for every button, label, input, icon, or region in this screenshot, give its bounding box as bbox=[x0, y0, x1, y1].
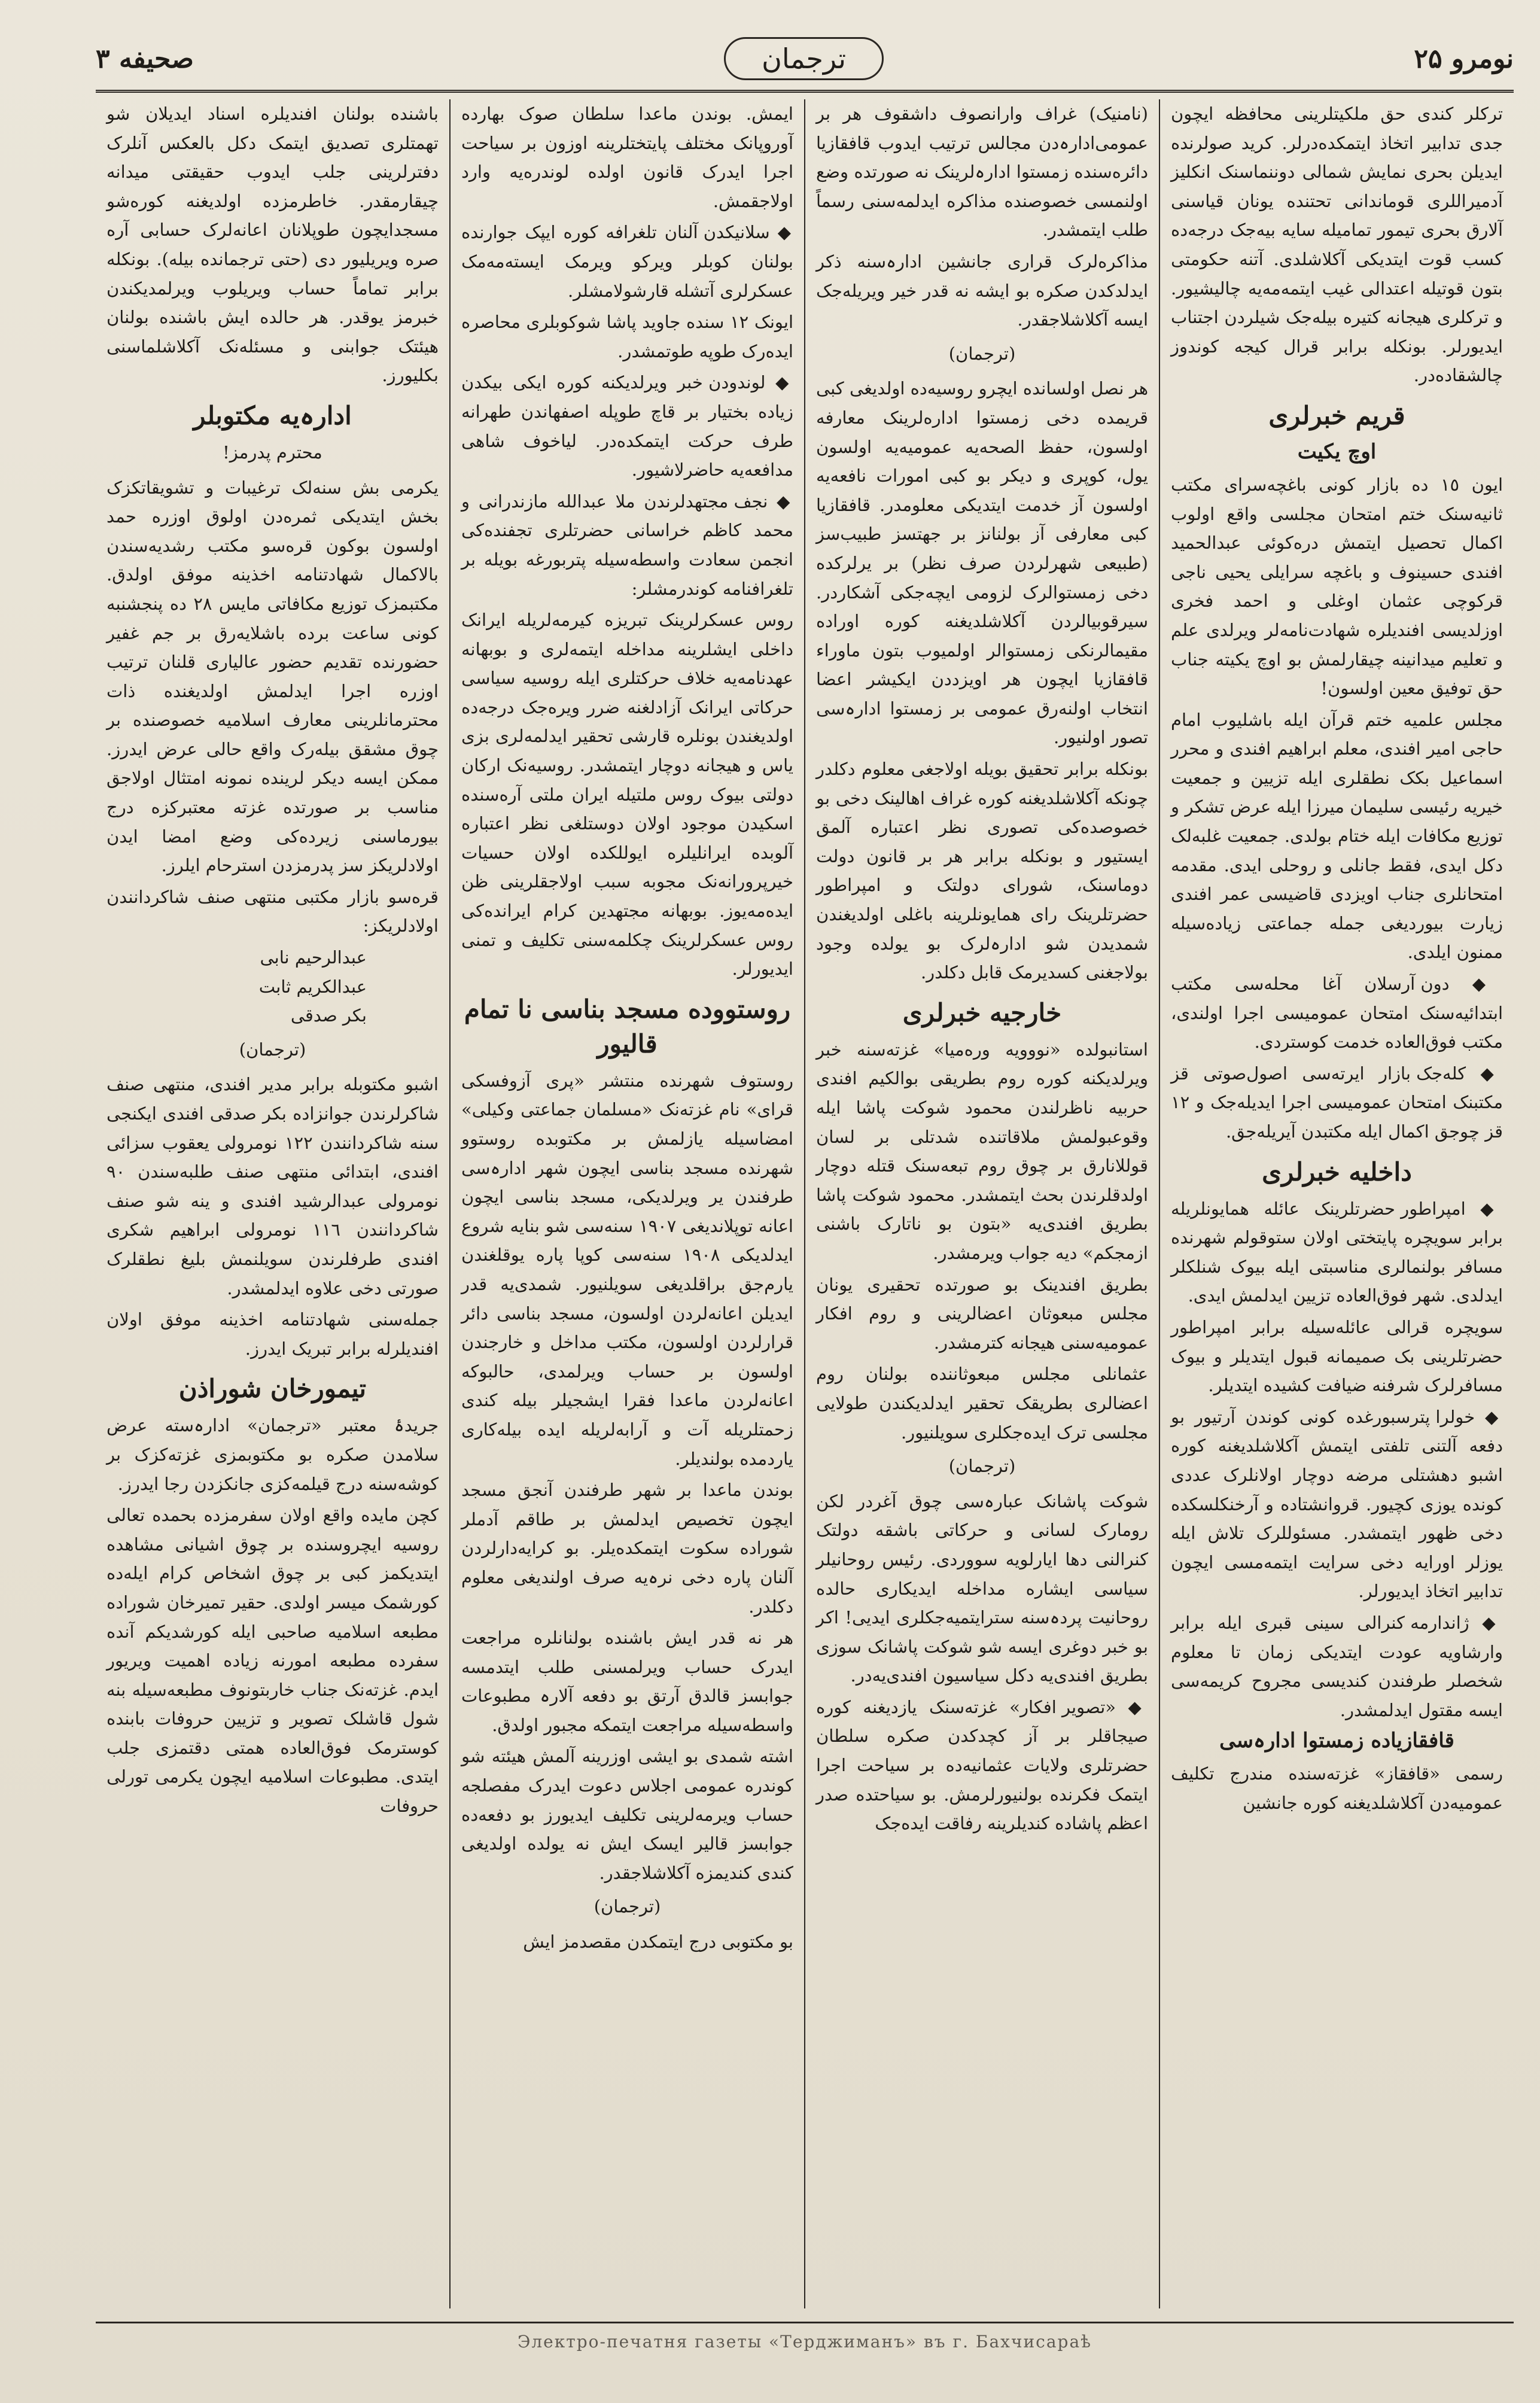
page-header bbox=[96, 29, 1514, 89]
column-4 bbox=[96, 99, 449, 2308]
article-paragraph: اشبو مکتوبله برابر مدیر افندی، منتهی صنف شاکرلرندن جوانزاده بکر صدقی افندی ایکنجی سنه شاکردانندن ١٢٢ نومرولی یعقوب سزائی افندی، ابتدائی منتهی صنف طلبه‌سندن ٩٠ نومرولی عبدالرشید افندی و ینه شو صنف شاکردانندن ١١٦ نومرولی ابراهیم شکری افندی طرفلرندن سویلنمش بلیغ نطقلرک صورتی دخی علاوه ایدلمشدر. bbox=[106, 1074, 439, 1298]
article-paragraph: رسمی «قافقاز» غزته‌سنده مندرج تکلیف عمومیه‌دن آکلاشلدیغنه کوره جانشین bbox=[1171, 1763, 1503, 1813]
article-paragraph: جریدۂ معتبر «ترجمان» ادارہ‌سته عرض سلامدن صکره بو مکتوبمزی غزته‌کزک بر کوشه‌سنه درج قیلمه‌کزی جانکزدن رجا ایدرز. bbox=[106, 1415, 439, 1494]
news-item: ◆ کله‌جک بازار ایرته‌سی اصول‌صوتی قز مکتبنک امتحان عمومیسی اجرا ایدیله‌جک و ١٢ قز چوجق اکمال ایله مکتبدن آیریله‌جق. bbox=[1171, 1059, 1503, 1146]
article-paragraph: قرەسو بازار مکتبی منتهی صنف شاکردانندن اولادلریکز: bbox=[106, 886, 439, 936]
article-paragraph: بطریق افندینک بو صورتده تحقیری یونان مجلس مبعوثان اعضالرینی و روم افکار عمومیه‌سنی هیجانه کترمشدر. bbox=[816, 1274, 1148, 1353]
section-heading: تیمورخان شوراذن bbox=[178, 1374, 367, 1404]
column-1 bbox=[1159, 99, 1514, 2308]
signature: (ترجمان) bbox=[594, 1896, 661, 1917]
section-heading: داخلیه خبرلری bbox=[1262, 1157, 1412, 1187]
signature: (ترجمان) bbox=[239, 1039, 306, 1060]
article-paragraph: ایون ١٥ ده بازار کونی باغچه‌سرای مکتب ثانیه‌سنک ختم امتحان مجلسی واقع اولوب اکمال تحصیل ایتمش دره‌کوئی عبدالحمید افندی حسینوف و باغچه سرایلی یحیی ناجی قرکوچی عثمان اوغلی و احمد فخری اوزلدیسی افندیلره شهادت‌نامه‌لر ویرلدی علم و تعلیم میدانینه چیقارلمش بو اوچ یکیته جناب حق توفیق معین اولسون! bbox=[1171, 474, 1504, 699]
article-paragraph: سویچره قرالی عائله‌سیله برابر امپراطور حضرتلرینی بک صمیمانه قبول ایتدیلر و بیوک مسافرلرک شرفنه ضیافت کشیده ایتدیلر. bbox=[1171, 1316, 1503, 1396]
signature: (ترجمان) bbox=[948, 1456, 1016, 1477]
article-paragraph: مجلس علمیه ختم قرآن ایله باشلیوب امام حاجی امیر افندی، معلم ابراهیم افندی و محرر اسماعیل بکک نطقلری ایله تزیین و جمعیت خیریه رئیسی سلیمان میرزا ایله عرض تشکر و توزیع مکافات ایله ختام بولدی. جمعیت غلبه‌لک دکل ایدی، فقط جانلی و روحلی ایدی. مقدمه امتحانلری جناب اویزدی قاضیسی عمر افندی زیارت بیوردیغی جمله جماعتی زیاده‌سیله ممنون ایلدی. bbox=[1171, 709, 1503, 963]
article-paragraph: شوکت پاشانک عبارہ‌سی چوق آغردر لکن رومارک لسانی و حرکاتی باشقه دولتک کنرالنی دها ایارلویه سووردی. رئیس روحانیلر سیاسی ایشاره مداخله ایدیکاری حالده روحانیت پردہ‌سنه سترایتمیه‌جکلری ایدیی! اکر بو خبر دوغری ایسه شو شوکت پاشانک سوزی بطریق افندی‌یه دکل سیاسیون افندی‌یه‌در. bbox=[816, 1491, 1148, 1686]
article-paragraph: باشنده بولنان افندیلره اسناد ایدیلان شو تهمتلری تصدیق ایتمک دکل بالعکس آنلرک دفترلرینی جلب ایدوب حقیقتی میدانه چیقارمقدر. خاطرمزده اولدیغنه کوره‌شو مسجدایچون طوپلانان اعانه‌لرک حسابی آره صره ویریلیور دی (حتی ترجمانده بیله). بونکله برابر تماماً حساب ویریلوب ویرلمدیکندن خبرمز یوقدر. هر حالده ایش باشنده بولنان هیئتک جوابنی و مسئله‌نک آکلاشلماسنی بکلیورز. bbox=[106, 104, 439, 386]
news-item: ◆ لوندودن خبر ویرلدیکنه کوره ایکی بیکدن زیاده بختیار بر قاچ طوپله اصفهاندن طهرانه طرف حرکت ایتمکده‌در. لیاخوف شاهی مدافعه‌یه حاضرلاشیور. bbox=[461, 368, 793, 484]
section-heading: ادارہ‌یه مکتوبلر bbox=[193, 400, 352, 430]
page-number: صحیفه ٣ bbox=[96, 43, 194, 74]
article-paragraph: ایونک ١٢ سنده جاوید پاشا شوکوبلری محاصره ایده‌رک طوپه طوتمشدر. bbox=[461, 312, 794, 361]
article-paragraph: یکرمی بش سنه‌لک ترغیبات و تشویقاتکزک بخش ایتدیکی ثمره‌دن اولوق اوزره حمد اولسون بوکون قرەسو مکتب رشدیه‌سندن بالاکمال شهادتنامه اخذینه موفق اولدق. مکتبمزک توزیع مکافاتی مایس ٢٨ ده پنجشنبه کونی ساعت برده باشلایه‌رق بر جم غفیر حضورنده تقدیم حضور عالیاری قلنان ترتیب اوزره اجرا ایدلمش اولدیغنده ذات محترمانلرینی معارف اسلامیه خصوصنده بر چوق مشقق بیله‌رک واقع حالی عرض ایدرز. ممکن ایسه دیکر لرینده نمونه امتثال اولاجق مناسب بر صورتده غزته معتبرکزه درج بیورماسنی زیرده‌کی وضع امضا ایدن اولادلریکز سز پدرمزدن استرحام ایلرز. bbox=[106, 477, 439, 876]
article-paragraph: ایمش. بوندن ماعدا سلطان صوک بهارده آوروپانک مختلف پایتختلرینه اوزون بر سیاحت اجرا ایدرک قانون اولده لوندره‌یه وارد اولاجقمش. bbox=[461, 104, 793, 211]
header-rule bbox=[96, 90, 1514, 93]
signature: (ترجمان) bbox=[948, 343, 1016, 364]
article-paragraph: بو مکتوبی درج ایتمکدن مقصدمز ایش bbox=[523, 1931, 793, 1952]
section-heading: خارجیه خبرلری bbox=[902, 997, 1062, 1027]
article-paragraph: اشته شمدی بو ایشی اوزرینه آلمش هیئته شو کوندره عمومی اجلاس دعوت ایدرک مفصلجه حساب ویرمه‌لرینی تکلیف ایدیورز بو دفعه‌ده جوابسز قالیر ایسک ایش نه یولده اولدیغی کندی کندیمزه آکلاشلاجقدر. bbox=[461, 1746, 793, 1883]
article-paragraph: کچن مایده واقع اولان سفرمزده بحمده تعالی روسیه ایچروسنده بر چوق اشیانی مشاهده ایتدیکمز کبی بر چوق اشخاص کرام ایله‌ده کورشمک میسر اولدی. حقیر تمیرخان شوراده مطبعه اسلامیه صاحبی ایله کورشدیکم آنده سفرده مطبعه امورنه زیاده اهمیت ویریور ایدم. غزته‌نک جناب خاربتونوف مطبعه‌سیله بنه شول قاشلک تصویر و تزیین حروفات بابنده کوسترمک فوق‌العاده همتی دقتمزی جلب ایتدی. مطبوعات اسلامیه ایچون یکرمی تورلی حروفات bbox=[106, 1505, 439, 1817]
news-item: ◆ «تصویر افکار» غزته‌سنک یازدیغنه کوره صیجاقلر بر آز کچدکدن صکره سلطان حضرتلری ولایات عثمانیه‌ده بر سیاحت اجرا ایتمک فکرنده بولنیورلرمش. بو سیاحتده صدر اعظم پاشاده کندیلرینه رفاقت ایده‌جک bbox=[816, 1693, 1148, 1838]
signatory-name: عبدالرحیم نابی bbox=[260, 947, 367, 968]
article-paragraph: ترکلر کندی حق ملکیتلرینی محافظه ایچون جدی تدابیر اتخاذ ایتمکده‌درلر. کرید صولرنده ایدیلن بحری نمایش شمالی دوننما‌سنک انکلیز آدمیراللری قوماندانی تحتنده یونان قیاسنی آلا‌رق بحری تیمور تمامیله سایه‌ بیه‌جک درجه‌ده کسب قوت ایتدیکی آکلاشلدی. آتنه حکومتی بتون قوتیله اعتدالی غیب ایتمه‌مه‌یه چالیشیور. و ترکلری هیجانه کتیره بیله‌جک شیلردن اجتناب ایدیورلر. بونکله برابر قرال کیجه کوندوز چالشقاده‌در. bbox=[1171, 104, 1503, 386]
issue-number: نومرو ۲۵ bbox=[1414, 43, 1514, 74]
article-paragraph: هر نه قدر ایش باشنده بولنانلره مراجعت ایدرک حساب ویرلمسنی طلب ایتدمسه جوابسز قالدق آرتق بو دفعه آلارہ مطبوعات واسطه‌سیله مراجعت ایتمکه مجبور اولدق. bbox=[461, 1628, 793, 1735]
article-paragraph: روس عسکرلرینک تبریزه کیرمه‌لریله ایرانک داخلی ایشلرینه مداخله ایتمه‌لری و بوبهانه عهدنامه‌یه خلاف حرکتلری ایله روسیه سیاسی حرکاتی ایرانک آزادلغنه ضرر ویره‌جک درجه‌ده اولدیغندن بونلره قارشی تحقیر ایدلمه‌لری بزی یاس و هیجانه دوچار ایتمشدر. روسیه‌نک ارکان دولتی بیوک روس ملتیله ایران ملتی آره‌سنده اسکیدن موجود اولان دوستلغی نظر اعتباره آلوبده ایرانلیلره ایوللکده اولان حسیات خیرپرورانه‌نک مجوبه سبب اولاجقلرینی ظن ایده‌مه‌یوز. بوبهانه مجتهدین کرام ایرانده‌کی روس عسکرلرینک چکلمه‌سنی تکلیف و تمنی ایدیورلر. bbox=[461, 610, 793, 980]
subheading: اوچ یکیت bbox=[1297, 439, 1377, 464]
article-paragraph: استانبولده «نووویه وره‌میا» غزته‌سنه خبر ویرلدیکنه کوره روم بطریقی بوالکیم افندی حربیه ناظرلندن محمود شوکت پاشا ایله وقوعبولمش ملاقاتنده شدتلی بر لسان قوللانارق بر چوق روم تبعه‌سنک قتله دوچار اولدقلرندن بحث ایتمشدر. محمود شوکت پاشا بطریق افندی‌یه «بتون بو ناتارک باشنی ازمجکم» دیه جواب ویرمشدر. bbox=[816, 1039, 1148, 1263]
signatory-name: بکر صدقی bbox=[290, 1005, 367, 1026]
subheading: قافقازیاده زمستوا ادارہ‌سی bbox=[1219, 1729, 1454, 1753]
printer-imprint: Электро-печатня газеты «Терджиманъ» въ г. Бахчисараѣ bbox=[96, 2322, 1514, 2359]
article-paragraph: بونکله برابر تحقیق بویله اولاجغی معلوم دکلدر چونکه آکلاشلدیغنه کوره غراف اهالینک دخی بو خصوصده‌کی تصوری نظر اعتباره آلمق ایستیور و بونکله برابر هر بر قانون دولت دوماسنک، شورای دولتک و امپراطور حضرتلرینک رای همایونلرینه باغلی اولدیغندن شمدیدن شو ادارہ‌لرک بو یولده وجود بولاجغنی کسدیرمک قابل دکلدر. bbox=[816, 759, 1148, 983]
news-item: ◆ خولرا پترسبورغده کونی کوندن آرتیور بو دفعه آلتنی تلفتی ایتمش آکلاشلدیغنه کوره اشبو دهشتلی مرضه دوچار اولانلرک عددی کونده یوزی کچیور. قروانشتاده و آرخنکلسکده دخی ظهور ایتمشدر. مسئوللرک تلاش ایله یوزلر اورایه دخی سرایت ایتمه‌مسی ایچون تدابیر اتخاذ ایدیورلر. bbox=[1171, 1403, 1503, 1606]
section-heading: قریم خبرلری bbox=[1268, 400, 1405, 430]
news-item: ◆ سلانیکدن آلنان تلغرافه کوره ایپک جوارنده بولنان کوبلر ویرکو ویرمک ایسته‌مه‌مک عسکرلری آتشله قارشولامشلر. bbox=[461, 218, 793, 305]
news-item: ◆ دون آرسلان آغا محله‌سی مکتب ابتدائیه‌سنک امتحان عمومیسی اجرا اولندی، مکتب فوق‌العاده خدمت کوستردی. bbox=[1171, 969, 1503, 1057]
signatory-name: عبدالکریم ثابت bbox=[258, 976, 367, 997]
article-paragraph: (نامنیک) غراف وارانصوف داشقوف هر بر عمومی‌ادارہ‌دن مجالس ترتیب ایدوب قافقازیا دائره‌سنده زمستوا ادارہ‌لرینک نه صورتده وضع اولنمسی خصوصنده مذاکره ایدلمه‌سنی رسماً طلب ایتمشدر. bbox=[816, 104, 1148, 241]
article-paragraph: روستوف شهرنده منتشر «پری آزوفسکی قرای» نام غزته‌نک «مسلمان جماعتی وکیلی» امضاسیله یازلمش بر مکتوبده روستوو شهرنده مسجد بناسی ایچون شهر ادارہ‌سی طرفندن یر ویرلدیکی، مسجد بناسی ایچون اعانه توپلاندیغی ١٩٠٧ سنه‌سی شو بنایه شروع ایدلدیکی ١٩٠٨ سنه‌سی کوپا پاره یوقلغندن یارم‌جق براقلدیغی سویلنیور. شمدی‌یه قدر ایدیلن اعانه‌لردن اولسون، مسجد بناسی دائر قرارلردن اولسون، مکتب مداخل و خارجندن اولسون بر حساب ویرلمدی، حالبوکه اعانه‌لردن ماعدا فقرا ایشجیلر بیله کندی زحمتلریله آت و آرابه‌لریله ایده بیله‌کاری یاردمده بولندیلر. bbox=[461, 1070, 793, 1469]
article-paragraph: هر نصل اولسانده ایچرو روسیه‌ده اولدیغی کبی قریمده دخی زمستوا اداره‌لرینک معارفه اولسون، حفظ الصحه‌یه عمومیه‌یه اولسون یول، کوپری و دیکر بو کبی امورات نافعه‌یه اولسون آز خدمت ایتدیکی معلومدر. قافقازیا کبی معارفی آز بولنانز بر جهتسز طبیب‌سز (طبیعی شهرلردن صرف نظر) بر یرلرکده دخی زمستوا‌لرک لزومی ایچه‌جکی آشکاردر. سیرقوبیا‌لردن آکلاشلدیغنه کوره اوراده مقیمالرنکی زمستوالر اولمیوب بتون ماوراء قافقازیا ایچون هر اویزددن ایکیشر اعضا انتخاب اولنه‌رق عمومی بر زمستوا ادارہ‌سی تصور اولنیور. bbox=[816, 378, 1148, 748]
article-paragraph: عثمانلی مجلس مبعوثاننده بولنان روم اعضالری بطریقک تحقیر ایدلدیکندن طولایی مجلسی ترک ایده‌جکلری سویلنیور. bbox=[816, 1364, 1148, 1443]
column-3 bbox=[449, 99, 804, 2308]
salutation: محترم پدرمز! bbox=[223, 442, 322, 463]
news-item: ◆ نجف مجتهدلرندن ملا عبدالله مازندرانی و محمد کاظم خراسانی حضرتلری تجفنده‌کی انجمن سعادت واسطه‌سیله پتربورغه بویله بر تلغرافنامه کوندرمشلر: bbox=[461, 487, 793, 603]
column-2 bbox=[804, 99, 1159, 2308]
section-heading: روستووده مسجد بناسی نا تمام قالیور bbox=[464, 994, 791, 1058]
article-paragraph: بوندن ماعدا بر شهر طرفندن آنجق مسجد ایچون تخصیص ایدلمش بر طاقم آدملر شوراده سکوت ایتمکده‌یلر. بو کرایه‌دارلردن آلنان پاره دخی نرہ‌یه صرف اولندیغی معلوم دکلدر. bbox=[461, 1480, 793, 1617]
article-paragraph: مذاکره‌لرک قراری جانشین ادارہ‌سنه ذکر ایدلدکدن صکره بو ایشه نه قدر خیر ویریله‌جک ایسه آکلاشلاجقدر. bbox=[816, 251, 1148, 330]
masthead-title: ترجمان bbox=[724, 37, 884, 80]
news-item: ◆ امپراطور حضرتلرینک عائله همایونلریله برابر سویچره پایتختی اولان ستوقولم شهرنده مسافر بولنمالری مناسبتی ایله بیوک شنلکلر ایدلدی. شهر فوق‌العاده تزیین ایدلمش ایدی. bbox=[1171, 1194, 1503, 1310]
columns bbox=[96, 99, 1514, 2308]
news-item: ◆ ژاندارمه کنرالی سینی قبری ایله برابر وارشاویه عودت ایتدیکی زمان تا معلوم شخصلر طرفندن کندیسی مجروح کریمه‌سی ایسه مقتول ایدلمشدر. bbox=[1171, 1608, 1503, 1724]
article-paragraph: جمله‌سنی شهادتنامه اخذینه موفق اولان افندیلرله برابر تبریک ایدرز. bbox=[106, 1309, 439, 1359]
